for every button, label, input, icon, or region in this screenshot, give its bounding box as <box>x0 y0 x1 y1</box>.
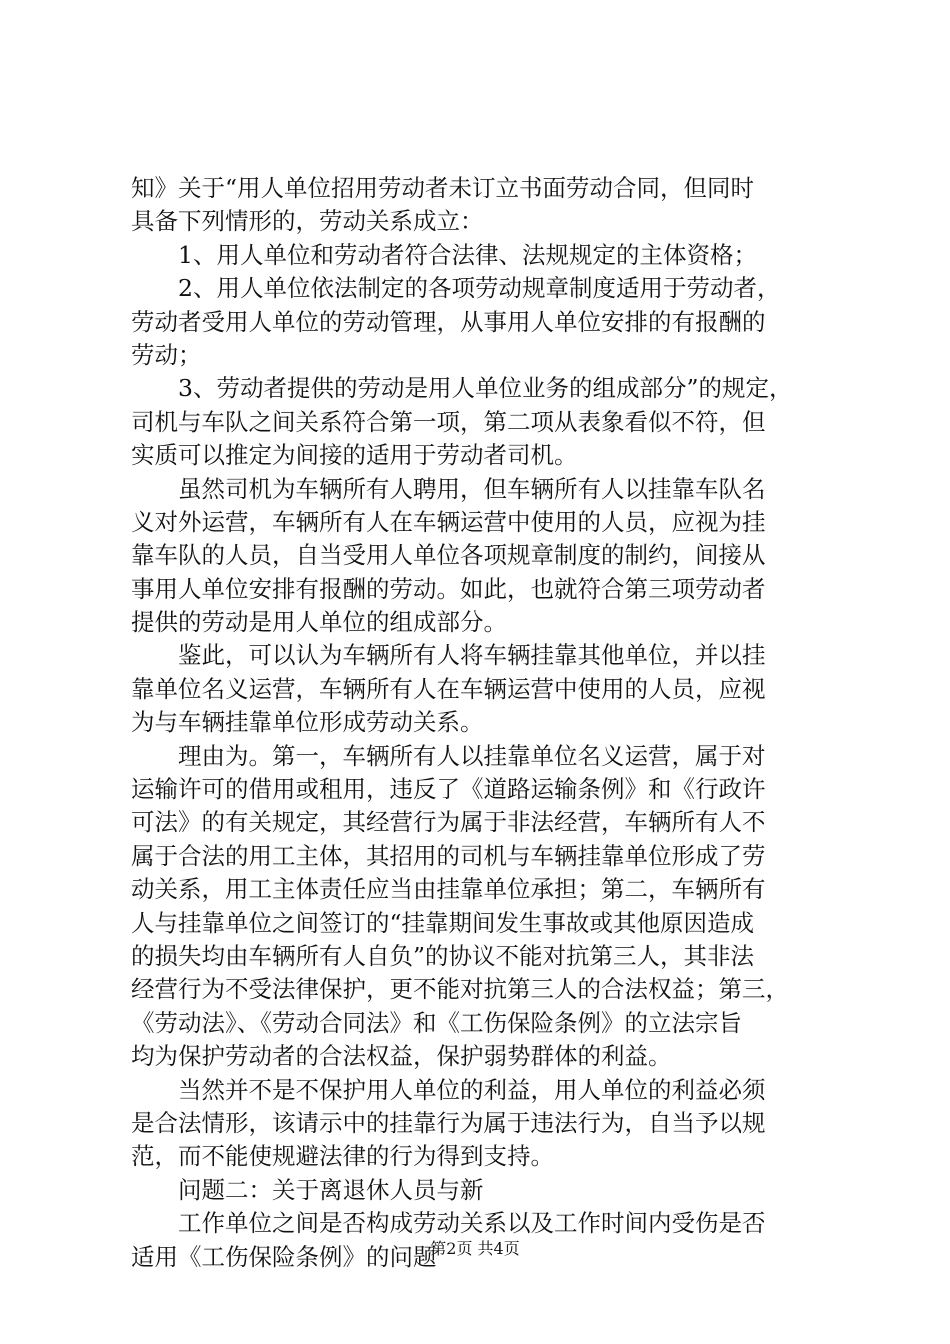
text-line: 动关系，用工主体责任应当由挂靠单位承担；第二，车辆所有 <box>131 875 766 904</box>
text-line: 靠车队的人员，自当受用人单位各项规章制度的制约，间接从 <box>131 541 766 570</box>
text-line: 劳动者受用人单位的劳动管理，从事用人单位安排的有报酬的 <box>131 307 766 336</box>
text-line: 鉴此，可以认为车辆所有人将车辆挂靠其他单位，并以挂 <box>131 641 766 670</box>
text-line: 均为保护劳动者的合法权益，保护弱势群体的利益。 <box>131 1042 672 1071</box>
text-line: 当然并不是不保护用人单位的利益，用人单位的利益必须 <box>131 1075 766 1104</box>
text-line: 事用人单位安排有报酬的劳动。如此，也就符合第三项劳动者 <box>131 574 766 603</box>
text-line: 为与车辆挂靠单位形成劳动关系。 <box>131 708 484 737</box>
text-line: 实质可以推定为间接的适用于劳动者司机。 <box>131 441 578 470</box>
text-line: 提供的劳动是用人单位的组成部分。 <box>131 608 507 637</box>
text-line: 具备下列情形的，劳动关系成立： <box>131 207 484 236</box>
text-line: 运输许可的借用或租用，违反了《道路运输条例》和《行政许 <box>131 775 766 804</box>
text-line: 问题二：关于离退休人员与新 <box>131 1175 484 1204</box>
text-line: 适用《工伤保险条例》的问题 <box>131 1242 437 1271</box>
text-line: 可法》的有关规定，其经营行为属于非法经营，车辆所有人不 <box>131 808 766 837</box>
text-line: 劳动； <box>131 340 202 369</box>
text-line: 知》关于“用人单位招用劳动者未订立书面劳动合同，但同时 <box>131 174 755 202</box>
text-line: 《劳动法》、《劳动合同法》和《工伤保险条例》的立法宗旨 <box>131 1008 742 1037</box>
text-line: 1、用人单位和劳动者符合法律、法规规定的主体资格； <box>131 240 757 269</box>
text-line: 2、用人单位依法制定的各项劳动规章制度适用于劳动者， <box>131 274 781 303</box>
text-line: 工作单位之间是否构成劳动关系以及工作时间内受伤是否 <box>131 1209 766 1238</box>
text-line: 司机与车队之间关系符合第一项，第二项从表象看似不符，但 <box>131 407 766 436</box>
text-line: 人与挂靠单位之间签订的“挂靠期间发生事故或其他原因造成 <box>131 908 755 937</box>
document-body <box>131 172 831 1274</box>
text-line: 3、劳动者提供的劳动是用人单位业务的组成部分”的规定， <box>131 374 793 403</box>
text-line: 是合法情形，该请示中的挂靠行为属于违法行为，自当予以规 <box>131 1108 766 1137</box>
text-line: 属于合法的用工主体，其招用的司机与车辆挂靠单位形成了劳 <box>131 841 766 870</box>
text-line: 理由为。第一，车辆所有人以挂靠单位名义运营，属于对 <box>131 741 766 770</box>
text-line: 虽然司机为车辆所有人聘用，但车辆所有人以挂靠车队名 <box>131 474 766 503</box>
text-line: 的损失均由车辆所有人自负”的协议不能对抗第三人，其非法 <box>131 941 755 970</box>
text-line: 靠单位名义运营，车辆所有人在车辆运营中使用的人员，应视 <box>131 674 766 703</box>
page-number-label: 第2页 共4页 <box>430 1239 520 1258</box>
text-line: 义对外运营，车辆所有人在车辆运营中使用的人员，应视为挂 <box>131 507 766 536</box>
text-line: 范，而不能使规避法律的行为得到支持。 <box>131 1142 554 1171</box>
page-footer <box>0 1238 950 1260</box>
text-line: 经营行为不受法律保护，更不能对抗第三人的合法权益；第三， <box>131 975 789 1004</box>
